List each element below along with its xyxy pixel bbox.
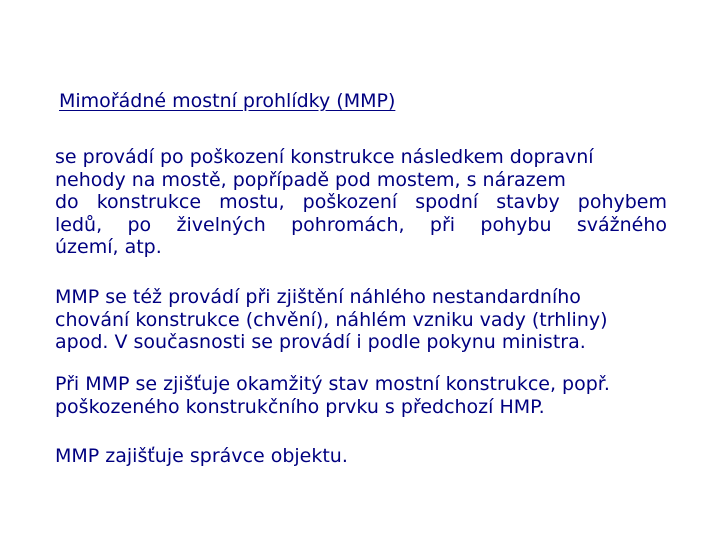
slide-title: Mimořádné mostní prohlídky (MMP) <box>59 90 396 112</box>
paragraph-line: nehody na mostě, popřípadě pod mostem, s nárazem <box>55 168 566 191</box>
paragraph-line: Při MMP se zjišťuje okamžitý stav mostní konstrukce, popř. <box>55 373 610 395</box>
paragraph-line: apod. V současnosti se provádí i podle pokynu ministra. <box>55 331 586 353</box>
paragraph-line: chování konstrukce (chvění), náhlém vzniku vady (trhliny) <box>55 308 608 331</box>
paragraph-line: poškozeného konstrukčního prvku s předchozí HMP. <box>55 395 545 418</box>
paragraph-line: ledů, po živelných pohromách, při pohybu svážného <box>55 213 667 236</box>
paragraph-line: se provádí po poškození konstrukce následkem dopravní <box>55 146 594 168</box>
paragraph-damage-causes <box>55 146 667 259</box>
paragraph-line: MMP se též provádí při zjištění náhlého nestandardního <box>55 286 581 308</box>
paragraph-line: do konstrukce mostu, poškození spodní stavby pohybem <box>55 191 667 213</box>
paragraph-line: území, atp. <box>55 236 162 258</box>
paragraph-responsibility <box>55 445 455 468</box>
paragraph-state-assessment <box>55 373 685 418</box>
paragraph-line: MMP zajišťuje správce objektu. <box>55 445 348 467</box>
paragraph-sudden-behavior <box>55 286 675 354</box>
